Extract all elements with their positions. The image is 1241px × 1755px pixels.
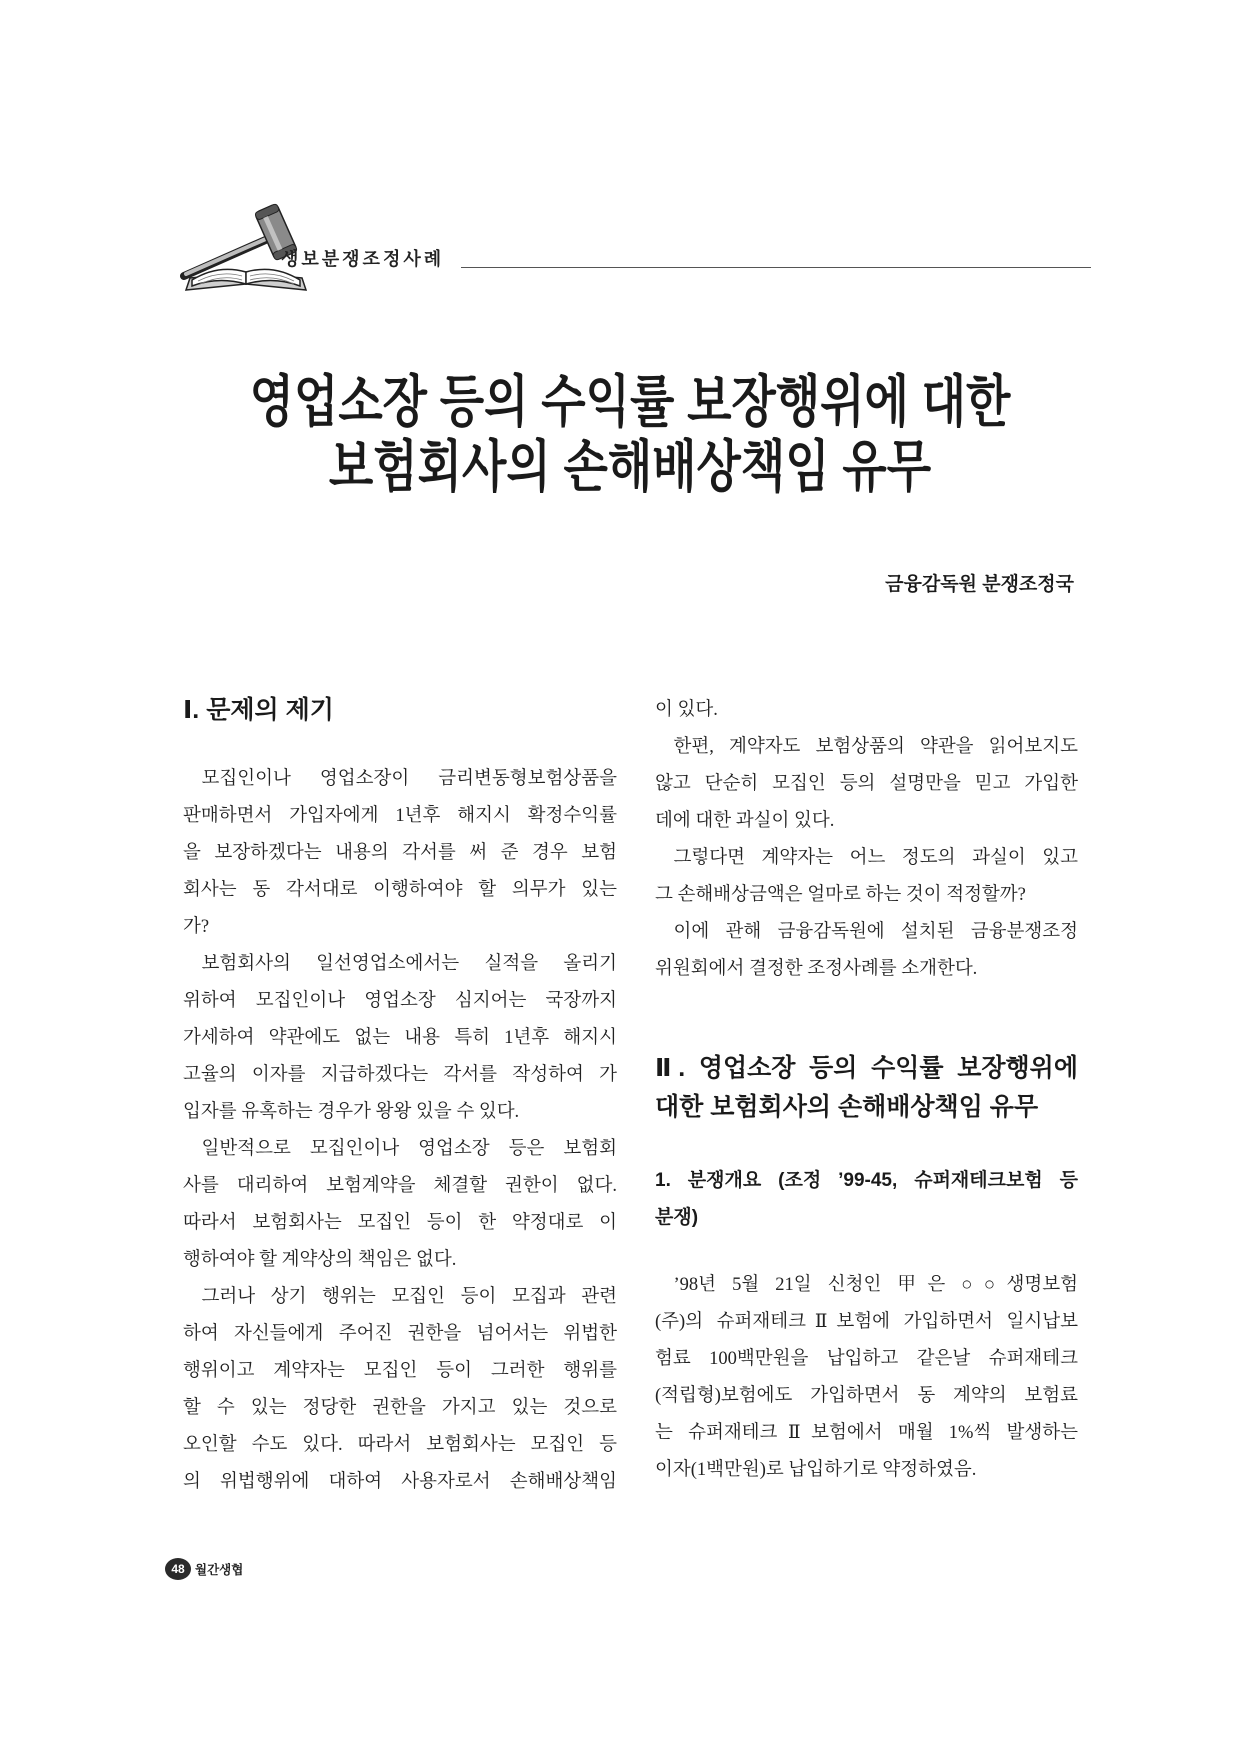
gavel-and-book-icon (178, 196, 318, 296)
text-line: (주)의 슈퍼재테크Ⅱ보험에 가입하면서 일시납보 (655, 1312, 1078, 1332)
author-byline: 금융감독원 분쟁조정국 (885, 574, 1074, 595)
subsection-1-heading (655, 1162, 1078, 1236)
section-1-heading: Ⅰ. 문제의 제기 (183, 696, 334, 724)
text-line: 가세하여 약관에도 없는 내용 특히 1년후 해지시 (183, 1028, 617, 1048)
subsection-1-heading-line: 분쟁) (655, 1207, 699, 1228)
text-line: 할 수 있는 정당한 권한을 가지고 있는 것으로 (183, 1398, 617, 1418)
text-line: 이 있다. (655, 700, 718, 720)
text-line: 않고 단순히 모집인 등의 설명만을 믿고 가입한 (655, 774, 1078, 794)
text-line: 의 위법행위에 대하여 사용자로서 손해배상책임 (183, 1472, 617, 1492)
paragraph (655, 692, 1078, 729)
paragraph (183, 1279, 617, 1501)
paragraph (655, 840, 1078, 914)
paragraph (655, 1267, 1078, 1489)
text-line: 그 손해배상금액은 얼마로 하는 것이 적정할까? (655, 885, 1026, 905)
section-2-heading (655, 1049, 1078, 1127)
text-line: 입자를 유혹하는 경우가 왕왕 있을 수 있다. (183, 1102, 520, 1122)
text-line: 위원회에서 결정한 조정사례를 소개한다. (655, 959, 978, 979)
text-line: 사를 대리하여 보험계약을 체결할 권한이 없다. (183, 1176, 617, 1196)
text-line: 하여 자신들에게 주어진 권한을 넘어서는 위법한 (183, 1324, 617, 1344)
paragraph (183, 1131, 617, 1279)
page-number: 48 (165, 1558, 191, 1580)
text-line: 험료 100백만원을 납입하고 같은날 슈퍼재테크 (655, 1349, 1078, 1369)
right-column (655, 0, 1078, 1755)
section-1-body (183, 761, 617, 1501)
title-line: 영업소장 등의 수익률 보장행위에 대한 (249, 370, 1011, 433)
text-line: 한편, 계약자도 보험상품의 약관을 읽어보지도 (673, 737, 1078, 757)
text-line: 회사는 동 각서대로 이행하여야 할 의무가 있는 (183, 880, 617, 900)
page-footer (165, 1557, 243, 1580)
paragraph (183, 761, 617, 946)
text-line: 을 보장하겠다는 내용의 각서를 써 준 경우 보험 (183, 843, 617, 863)
text-line: 모집인이나 영업소장이 금리변동형보험상품을 (201, 769, 617, 789)
subsection-1-body (655, 1267, 1078, 1489)
text-line: ’98년 5월 21일 신청인 甲은 ○○생명보험 (673, 1275, 1078, 1295)
text-line: 고율의 이자를 지급하겠다는 각서를 작성하여 가 (183, 1065, 617, 1085)
paragraph (183, 946, 617, 1131)
text-line: 위하여 모집인이나 영업소장 심지어는 국장까지 (183, 991, 617, 1011)
paragraph (655, 914, 1078, 988)
text-line: 그렇다면 계약자는 어느 정도의 과실이 있고 (673, 848, 1078, 868)
publication-name: 월간생협 (195, 1562, 244, 1577)
subsection-1-heading-line: 1. 분쟁개요 (조정 ’99-45, 슈퍼재테크보험 등 (655, 1170, 1078, 1191)
text-line: 는 슈퍼재테크Ⅱ보험에서 매월 1%씩 발생하는 (655, 1423, 1078, 1443)
paragraph (655, 729, 1078, 840)
text-line: (적립형)보험에도 가입하면서 동 계약의 보험료 (655, 1386, 1078, 1406)
section-2-heading-line: 대한 보험회사의 손해배상책임 유무 (655, 1093, 1039, 1121)
text-line: 가? (183, 917, 210, 937)
text-line: 데에 대한 과실이 있다. (655, 811, 835, 831)
text-line: 일반적으로 모집인이나 영업소장 등은 보험회 (201, 1139, 617, 1159)
text-line: 행위이고 계약자는 모집인 등이 그러한 행위를 (183, 1361, 617, 1381)
section-label: 생보분쟁조정사례 (281, 249, 445, 269)
text-line: 보험회사의 일선영업소에서는 실적을 올리기 (201, 954, 617, 974)
text-line: 판매하면서 가입자에게 1년후 해지시 확정수익률 (183, 806, 617, 826)
text-line: 이자(1백만원)로 납입하기로 약정하였음. (655, 1460, 977, 1480)
title-line: 보험회사의 손해배상책임 유무 (328, 435, 932, 498)
text-line: 오인할 수도 있다. 따라서 보험회사는 모집인 등 (183, 1435, 617, 1455)
text-line: 그러나 상기 행위는 모집인 등이 모집과 관련 (201, 1287, 617, 1307)
section-1-body-continued (655, 692, 1078, 988)
text-line: 따라서 보험회사는 모집인 등이 한 약정대로 이 (183, 1213, 617, 1233)
section-2-heading-line: Ⅱ. 영업소장 등의 수익률 보장행위에 (655, 1054, 1078, 1082)
text-line: 이에 관해 금융감독원에 설치된 금융분쟁조정 (673, 922, 1078, 942)
text-line: 행하여야 할 계약상의 책임은 없다. (183, 1250, 457, 1270)
